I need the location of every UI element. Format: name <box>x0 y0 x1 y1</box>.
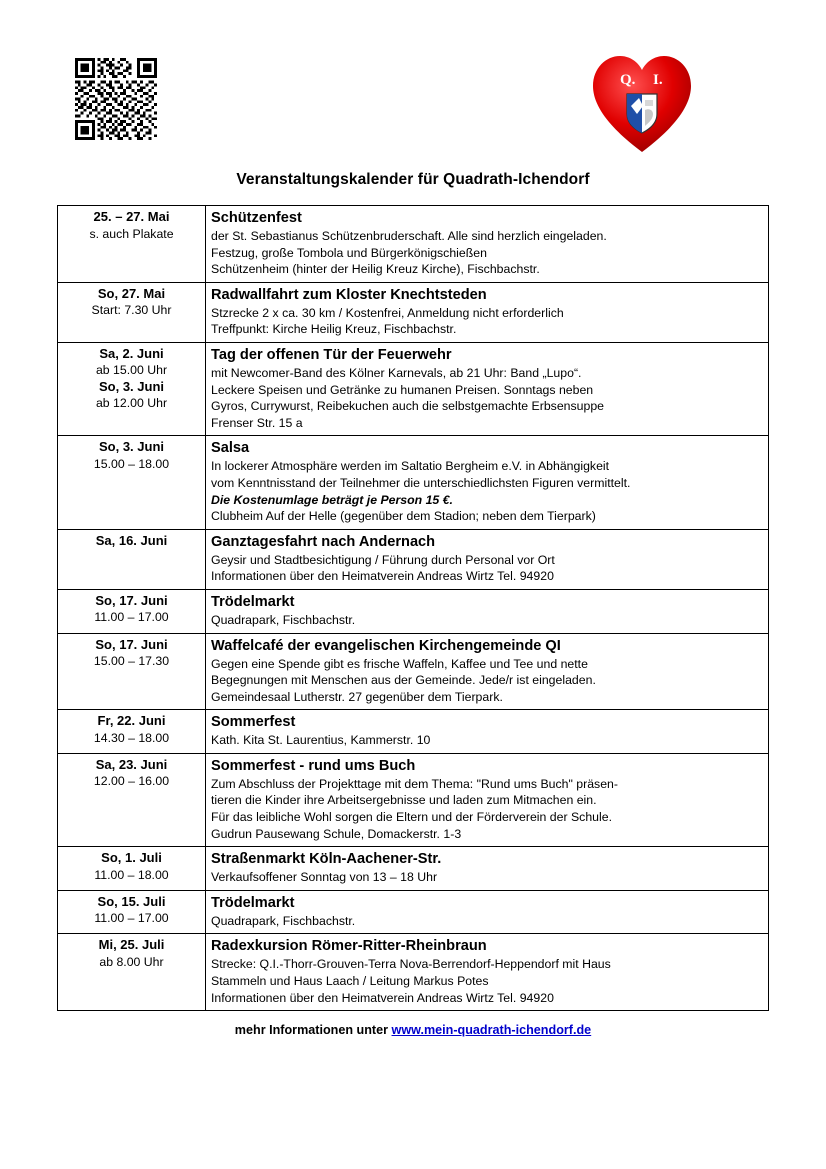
event-line: Für das leibliche Wohl sorgen die Eltern und der Förderverein der Schule. <box>211 810 612 825</box>
event-title: Trödelmarkt <box>211 894 295 911</box>
event-details-cell <box>206 934 769 1011</box>
event-date-sub: 15.00 – 17.30 <box>93 654 170 668</box>
page-title: Veranstaltungskalender für Quadrath-Ichendorf <box>236 171 590 188</box>
event-line: Treffpunkt: Kirche Heilig Kreuz, Fischbachstr. <box>211 322 457 337</box>
event-date-sub: s. auch Plakate <box>89 226 174 241</box>
event-details-cell <box>206 890 769 934</box>
event-date-cell <box>58 529 206 589</box>
event-title: Sommerfest <box>211 714 296 731</box>
event-line: Gyros, Currywurst, Reibekuchen auch die selbstgemachte Erbsensuppe <box>211 399 605 414</box>
event-date-sub: ab 8.00 Uhr <box>99 954 164 969</box>
event-line-emphasis: Die Kostenumlage beträgt je Person 15 €. <box>211 492 453 507</box>
event-line: Gemeindesaal Lutherstr. 27 gegenüber dem Tierpark. <box>211 689 503 704</box>
event-date-sub: 11.00 – 18.00 <box>94 867 169 882</box>
event-details-cell <box>206 753 769 846</box>
event-date-main: Sa, 2. Juni <box>99 345 164 361</box>
event-line: mit Newcomer-Band des Kölner Karnevals, ab 21 Uhr: Band „Lupo“. <box>211 365 582 380</box>
event-date-sub: 11.00 – 17.00 <box>94 610 169 625</box>
event-title: Sommerfest - rund ums Buch <box>211 757 416 774</box>
event-details-cell <box>206 282 769 342</box>
event-date-cell <box>58 206 206 283</box>
event-date-main: So, 27. Mai <box>97 285 166 301</box>
event-details-cell <box>206 436 769 529</box>
event-date-main: So, 17. Juni <box>95 636 168 652</box>
table-row <box>58 710 769 754</box>
event-title: Radexkursion Römer-Ritter-Rheinbraun <box>211 938 487 955</box>
table-row <box>58 890 769 934</box>
event-line: Kath. Kita St. Laurentius, Kammerstr. 10 <box>211 733 431 748</box>
event-date-main: So, 15. Juli <box>97 893 166 909</box>
event-date-sub-secondary: ab 12.00 Uhr <box>95 396 168 411</box>
event-date-cell <box>58 342 206 435</box>
event-date-main: So, 1. Juli <box>101 850 162 866</box>
table-row <box>58 847 769 891</box>
events-table-body <box>58 206 769 1011</box>
table-row <box>58 342 769 435</box>
event-details-cell <box>206 206 769 283</box>
event-date-main: So, 3. Juni <box>98 439 164 455</box>
footer-text: mehr Informationen unter <box>234 1023 392 1038</box>
event-date-main: So, 17. Juni <box>95 592 168 608</box>
document-header <box>57 48 769 163</box>
event-details-cell <box>206 847 769 891</box>
event-date-sub: 15.00 – 18.00 <box>93 456 170 471</box>
event-date-cell <box>58 890 206 934</box>
event-line: Clubheim Auf der Helle (gegenüber dem Stadion; neben dem Tierpark) <box>211 509 596 524</box>
event-date-main: 25. – 27. Mai <box>93 209 170 224</box>
event-details-cell <box>206 529 769 589</box>
event-line: Gegen eine Spende gibt es frische Waffeln, Kaffee und Tee und nette <box>211 656 588 671</box>
table-row <box>58 753 769 846</box>
event-title: Ganztagesfahrt nach Andernach <box>211 533 436 550</box>
event-date-cell <box>58 633 206 710</box>
event-date-sub: 12.00 – 16.00 <box>93 774 170 789</box>
event-line: In lockerer Atmosphäre werden im Saltatio Bergheim e.V. in Abhängigkeit <box>211 459 610 474</box>
event-date-cell <box>58 847 206 891</box>
event-details-cell <box>206 589 769 633</box>
event-line: tieren die Kinder ihre Arbeitsergebnisse und laden zum Mitmachen ein. <box>211 793 597 808</box>
event-line: Schützenheim (hinter der Heilig Kreuz Kirche), Fischbachstr. <box>211 262 540 277</box>
event-line: Strecke: Q.I.-Thorr-Grouven-Terra Nova-Berrendorf-Heppendorf mit Haus <box>211 957 611 972</box>
event-date-cell <box>58 753 206 846</box>
event-line: Stammeln und Haus Laach / Leitung Markus Potes <box>211 974 489 989</box>
website-link[interactable]: www.mein-quadrath-ichendorf.de <box>391 1023 592 1038</box>
event-date-sub: Start: 7.30 Uhr <box>91 303 172 318</box>
event-details-cell <box>206 342 769 435</box>
event-date-cell <box>58 710 206 754</box>
event-line: Stzrecke 2 x ca. 30 km / Kostenfrei, Anmeldung nicht erforderlich <box>211 305 564 320</box>
event-date-cell <box>58 282 206 342</box>
event-line: Informationen über den Heimatverein Andreas Wirtz Tel. 94920 <box>211 569 554 584</box>
event-title: Waffelcafé der evangelischen Kirchengemeinde QI <box>211 637 561 654</box>
event-date-cell <box>58 589 206 633</box>
event-date-sub: 11.00 – 17.00 <box>94 911 169 926</box>
event-title: Salsa <box>211 440 250 457</box>
footer <box>57 1023 769 1037</box>
event-line: Zum Abschluss der Projekttage mit dem Thema: "Rund ums Buch" präsen- <box>211 776 618 791</box>
event-line: Geysir und Stadtbesichtigung / Führung durch Personal vor Ort <box>211 552 555 567</box>
event-line: der St. Sebastianus Schützenbruderschaft. Alle sind herzlich eingeladen. <box>211 229 607 243</box>
event-details-cell <box>206 633 769 710</box>
table-row <box>58 589 769 633</box>
event-title: Tag der offenen Tür der Feuerwehr <box>211 346 452 363</box>
event-date-main: Sa, 16. Juni <box>95 532 168 548</box>
event-line: vom Kenntnisstand der Teilnehmer die unterschiedlichsten Figuren vermittelt. <box>211 475 631 490</box>
event-date-main: Sa, 23. Juni <box>95 756 168 772</box>
table-row <box>58 436 769 529</box>
table-row <box>58 633 769 710</box>
event-line: Gudrun Pausewang Schule, Domackerstr. 1-3 <box>211 826 462 841</box>
event-date-main: Mi, 25. Juli <box>98 937 165 953</box>
event-title: Trödelmarkt <box>211 593 295 610</box>
event-line: Begegnungen mit Menschen aus der Gemeinde. Jede/r ist eingeladen. <box>211 673 596 688</box>
event-title: Straßenmarkt Köln-Aachener-Str. <box>211 851 442 868</box>
table-row <box>58 282 769 342</box>
event-line: Quadrapark, Fischbachstr. <box>211 612 356 627</box>
event-details-cell <box>206 710 769 754</box>
qr-code-icon <box>75 58 157 140</box>
event-line: Verkaufsoffener Sonntag von 13 – 18 Uhr <box>211 870 438 885</box>
svg-text:I.: I. <box>653 72 663 88</box>
event-date-cell <box>58 436 206 529</box>
organization-logo <box>587 48 697 156</box>
event-date-main: Fr, 22. Juni <box>97 713 166 729</box>
event-line: Festzug, große Tombola und Bürgerkönigschießen <box>211 245 487 260</box>
event-line: Leckere Speisen und Getränke zu humanen Preisen. Sonntags neben <box>211 382 594 397</box>
event-line: Frenser Str. 15 a <box>211 415 303 430</box>
event-line: Informationen über den Heimatverein Andreas Wirtz Tel. 94920 <box>211 990 554 1005</box>
table-row <box>58 206 769 283</box>
event-title: Radwallfahrt zum Kloster Knechtsteden <box>211 286 487 303</box>
event-date-sub: 14.30 – 18.00 <box>93 730 170 745</box>
svg-text:Q.: Q. <box>620 72 636 88</box>
table-row <box>58 529 769 589</box>
event-date-cell <box>58 934 206 1011</box>
events-table <box>57 205 769 1011</box>
table-row <box>58 934 769 1011</box>
event-title: Schützenfest <box>211 210 302 226</box>
event-line: Quadrapark, Fischbachstr. <box>211 913 356 928</box>
event-date-sub: ab 15.00 Uhr <box>95 363 168 378</box>
event-date-main-secondary: So, 3. Juni <box>98 378 164 394</box>
